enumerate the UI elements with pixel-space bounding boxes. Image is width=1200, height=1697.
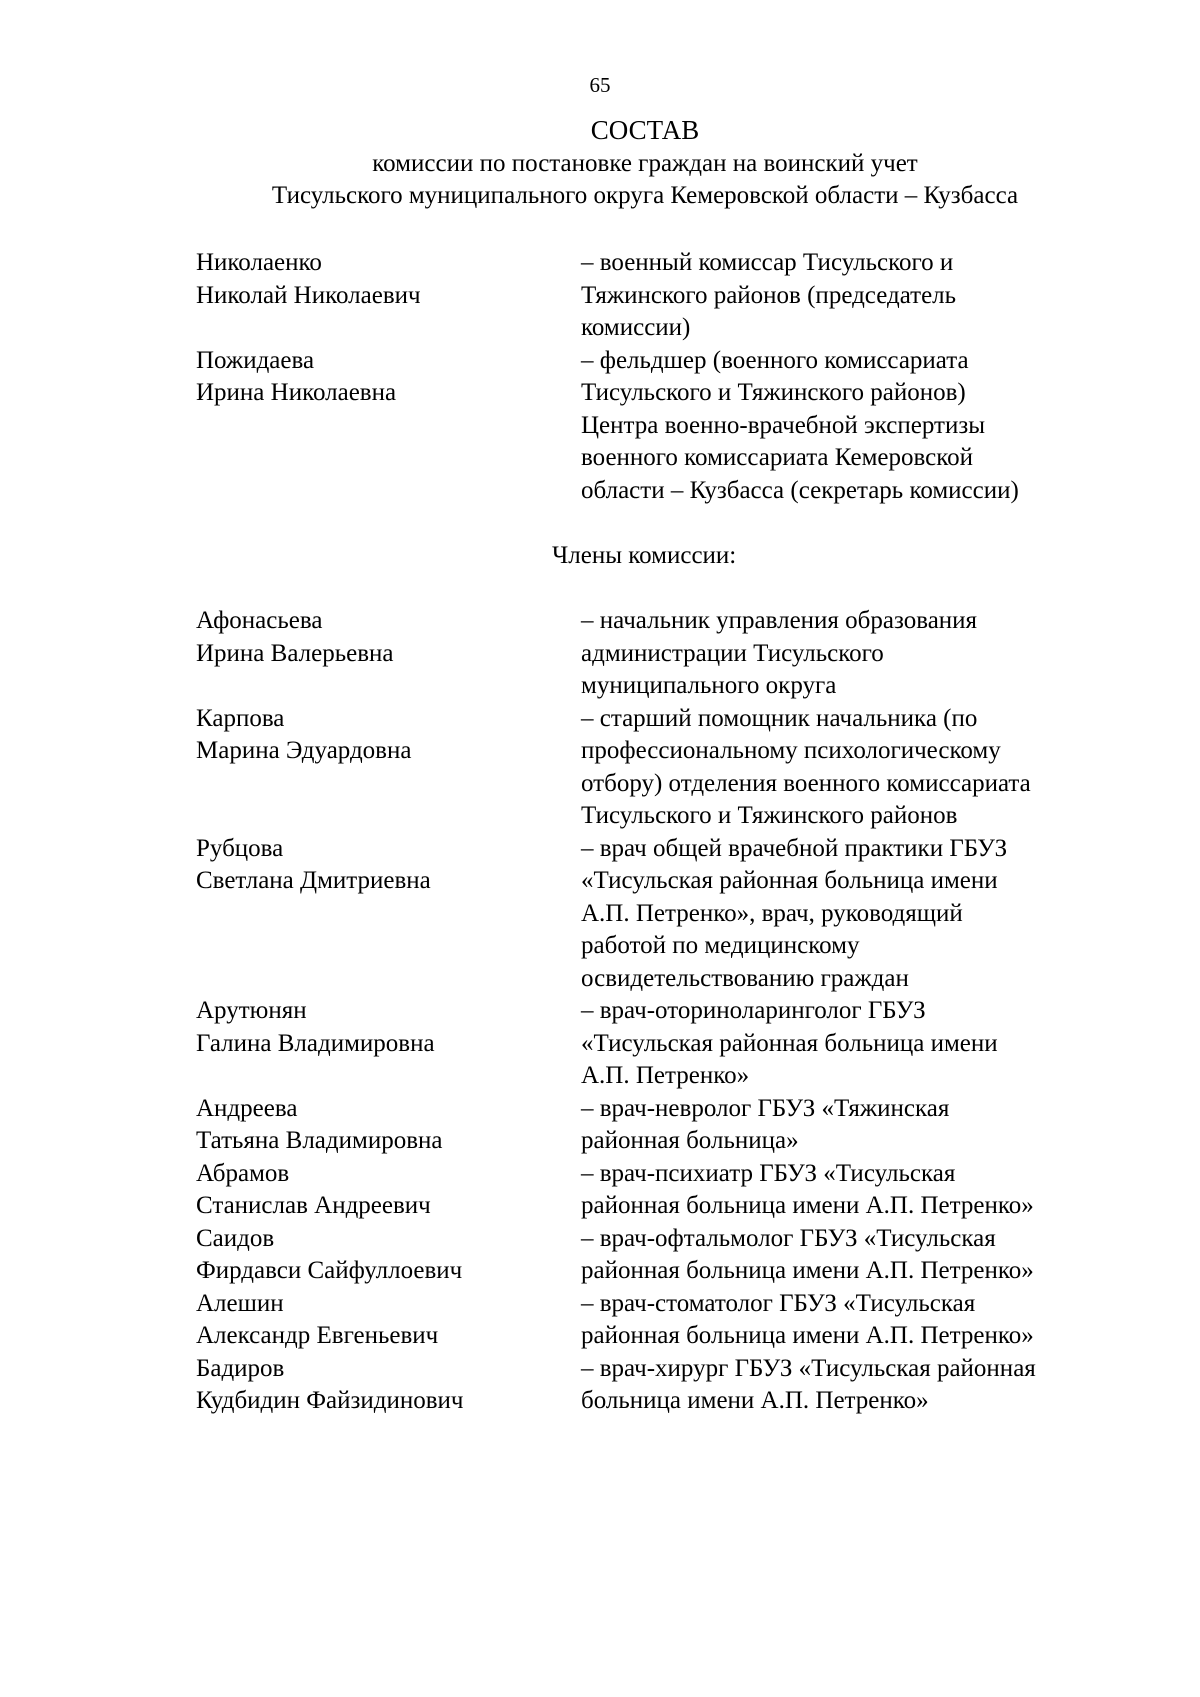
member-role-line: районная больница имени А.П. Петренко» [581,1322,1034,1349]
member-role [581,345,1111,508]
member-role [581,605,1111,703]
member-role [581,703,1111,833]
member-name [196,833,581,996]
member-role-line: районная больница» [581,1127,799,1154]
member-role-line: – старший помощник начальника (по [581,704,978,732]
leadership-list [196,247,1126,507]
member-role-line: – врач общей врачебной практики ГБУЗ [581,834,1008,862]
member-role-line: районная больница имени А.П. Петренко» [581,1192,1034,1219]
member-role-line: районная больница имени А.П. Петренко» [581,1257,1034,1284]
member-role-line: работой по медицинскому [581,932,860,959]
member-role [581,1158,1111,1223]
member-given-name: Ирина Валерьевна [196,639,394,667]
member-role-line: Центра военно-врачебной экспертизы [581,411,985,439]
member-role-line: области – Кузбасса (секретарь комиссии) [581,476,1019,504]
member-role-line: – врач-невролог ГБУЗ «Тяжинская [581,1094,950,1122]
member-name [196,1353,581,1418]
member-surname: Николаенко [196,249,322,276]
members-list [196,605,1126,1418]
member-name [196,1158,581,1223]
member-surname: Саидов [196,1224,275,1252]
member-role-line: Тяжинского районов (председатель [581,281,957,309]
members-heading: Члены комиссии: [552,542,737,569]
member-surname: Алешин [196,1289,284,1317]
member-given-name: Марина Эдуардовна [196,737,412,764]
member-surname: Карпова [196,704,285,732]
commission-entry [196,833,1126,996]
member-role-line: больница имени А.П. Петренко» [581,1387,929,1414]
member-given-name: Станислав Андреевич [196,1192,431,1219]
commission-entry [196,247,1126,345]
member-role-line: «Тисульская районная больница имени [581,1029,998,1057]
member-role-line: – врач-стоматолог ГБУЗ «Тисульская [581,1289,976,1317]
member-role-line: – врач-хирург ГБУЗ «Тисульская районная [581,1354,1036,1382]
member-given-name: Галина Владимировна [196,1029,435,1057]
member-role-line: отбору) отделения военного комиссариата [581,769,1031,797]
member-name [196,995,581,1093]
commission-entry [196,703,1126,833]
member-name [196,605,581,703]
member-role-line: администрации Тисульского [581,639,884,667]
member-role-line: – военный комиссар Тисульского и [581,249,954,276]
member-role-line: военного комиссариата Кемеровской [581,444,974,471]
member-given-name: Ирина Николаевна [196,379,397,406]
commission-entry [196,1093,1126,1158]
member-surname: Афонасьева [196,607,323,634]
member-role-line: – начальник управления образования [581,607,978,634]
member-surname: Андреева [196,1094,298,1122]
commission-entry [196,1353,1126,1418]
page-number: 65 [589,73,611,97]
commission-entry [196,1223,1126,1288]
member-role-line: А.П. Петренко», врач, руководящий [581,899,963,927]
member-role-line: комиссии) [581,314,691,341]
member-role-line: – фельдшер (военного комиссариата [581,346,969,374]
member-given-name: Александр Евгеньевич [196,1322,439,1349]
member-given-name: Николай Николаевич [196,281,421,309]
member-role [581,833,1111,996]
document-subtitle-line-2: Тисульского муниципального округа Кемеровской области – Кузбасса [271,182,1019,209]
member-role-line: Тисульского и Тяжинского районов) [581,379,966,406]
member-name [196,1093,581,1158]
member-surname: Рубцова [196,834,284,862]
member-role-line: – врач-психиатр ГБУЗ «Тисульская [581,1159,956,1187]
member-role-line: – врач-оториноларинголог ГБУЗ [581,997,926,1024]
member-surname: Арутюнян [196,997,307,1024]
member-given-name: Светлана Дмитриевна [196,867,431,894]
member-name [196,703,581,833]
member-surname: Пожидаева [196,346,315,374]
document-title: СОСТАВ [590,115,700,145]
member-role-line: освидетельствованию граждан [581,964,909,992]
member-given-name: Татьяна Владимировна [196,1127,443,1154]
member-role [581,995,1111,1093]
member-name [196,345,581,508]
member-role [581,1093,1111,1158]
member-role-line: профессиональному психологическому [581,737,1001,764]
commission-entry [196,995,1126,1093]
member-name [196,247,581,345]
member-surname: Бадиров [196,1354,285,1382]
member-given-name: Фирдавси Сайфуллоевич [196,1257,463,1284]
commission-entry [196,345,1126,508]
member-role-line: А.П. Петренко» [581,1062,750,1089]
commission-entry [196,605,1126,703]
member-role-line: Тисульского и Тяжинского районов [581,802,958,829]
member-role [581,1288,1111,1353]
member-role [581,247,1111,345]
member-role [581,1223,1111,1288]
member-role [581,1353,1111,1418]
member-role-line: муниципального округа [581,672,837,699]
member-role-line: – врач-офтальмолог ГБУЗ «Тисульская [581,1224,996,1252]
commission-entry [196,1288,1126,1353]
member-surname: Абрамов [196,1159,290,1187]
member-name [196,1288,581,1353]
member-given-name: Кудбидин Файзидинович [196,1387,464,1414]
member-name [196,1223,581,1288]
member-role-line: «Тисульская районная больница имени [581,867,998,894]
document-subtitle-line-1: комиссии по постановке граждан на воинский учет [372,150,918,177]
commission-entry [196,1158,1126,1223]
